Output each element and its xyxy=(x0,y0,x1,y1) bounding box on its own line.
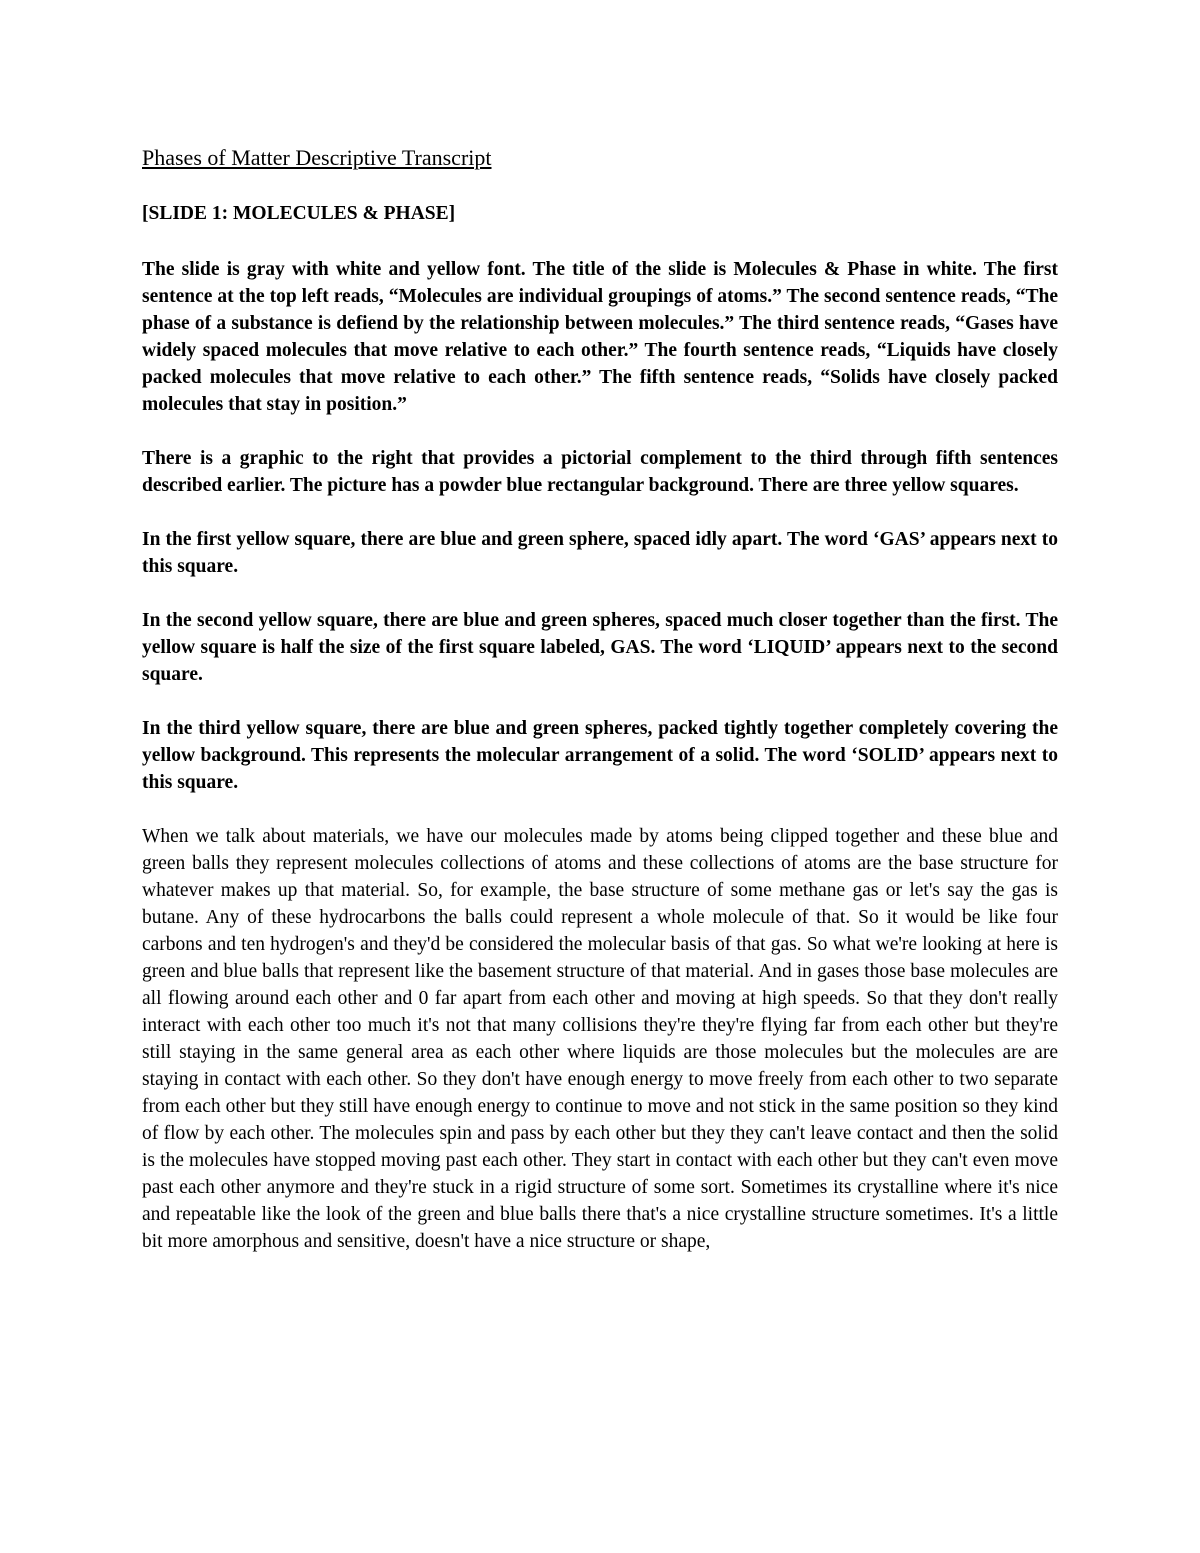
document-page xyxy=(142,142,1058,1255)
document-title: Phases of Matter Descriptive Transcript xyxy=(142,145,492,170)
description-paragraph-slide-text: The slide is gray with white and yellow font. The title of the slide is Molecules & Phase in white. The first sentence at the top left reads, “Molecules are individual groupings of atoms.” The second sentence reads, “The phase of a substance is defiend by the relationship between molecules.” The third sentence reads, “Gases have widely spaced molecules that move relative to each other.” The fourth sentence reads, “Liquids have closely packed molecules that move relative to each other.” The fifth sentence reads, “Solids have closely packed molecules that stay in position.” xyxy=(142,259,1058,415)
description-paragraph-solid-square: In the third yellow square, there are blue and green spheres, packed tightly together completely covering the yellow background. This represents the molecular arrangement of a solid. The word ‘SOLID’ appears next to this square. xyxy=(142,718,1058,793)
slide-heading: [SLIDE 1: MOLECULES & PHASE] xyxy=(142,203,456,224)
description-paragraph-liquid-square: In the second yellow square, there are blue and green spheres, spaced much closer together than the first. The yellow square is half the size of the first square labeled, GAS. The word ‘LIQUID’ appears next to the second square. xyxy=(142,610,1058,685)
transcript-paragraph: When we talk about materials, we have our molecules made by atoms being clipped together and these blue and green balls they represent molecules collections of atoms and these collections of atoms are the base structure for whatever makes up that material. So, for example, the base structure of some methane gas or let's say the gas is butane. Any of these hydrocarbons the balls could represent a whole molecule of that. So it would be like four carbons and ten hydrogen's and they'd be considered the molecular basis of that gas. So what we're looking at here is green and blue balls that represent like the basement structure of that material. And in gases those base molecules are all flowing around each other and 0 far apart from each other and moving at high speeds. So that they don't really interact with each other too much it's not that many collisions they're they're flying far from each other but they're still staying in the same general area as each other where liquids are those molecules but the molecules are are staying in contact with each other. So they don't have enough energy to move freely from each other to two separate from each other but they still have enough energy to continue to move and not stick in the same position so they kind of flow by each other. The molecules spin and pass by each other but they they can't leave contact and then the solid is the molecules have stopped moving past each other. They start in contact with each other but they can't even move past each other anymore and they're stuck in a rigid structure of some sort. Sometimes its crystalline where it's nice and repeatable like the look of the green and blue balls there that's a nice crystalline structure sometimes. It's a little bit more amorphous and sensitive, doesn't have a nice structure or shape, xyxy=(142,826,1058,1252)
description-paragraph-gas-square: In the first yellow square, there are blue and green sphere, spaced idly apart. The word ‘GAS’ appears next to this square. xyxy=(142,529,1058,577)
description-paragraph-graphic: There is a graphic to the right that provides a pictorial complement to the third through fifth sentences described earlier. The picture has a powder blue rectangular background. There are three yellow squares. xyxy=(142,448,1058,496)
